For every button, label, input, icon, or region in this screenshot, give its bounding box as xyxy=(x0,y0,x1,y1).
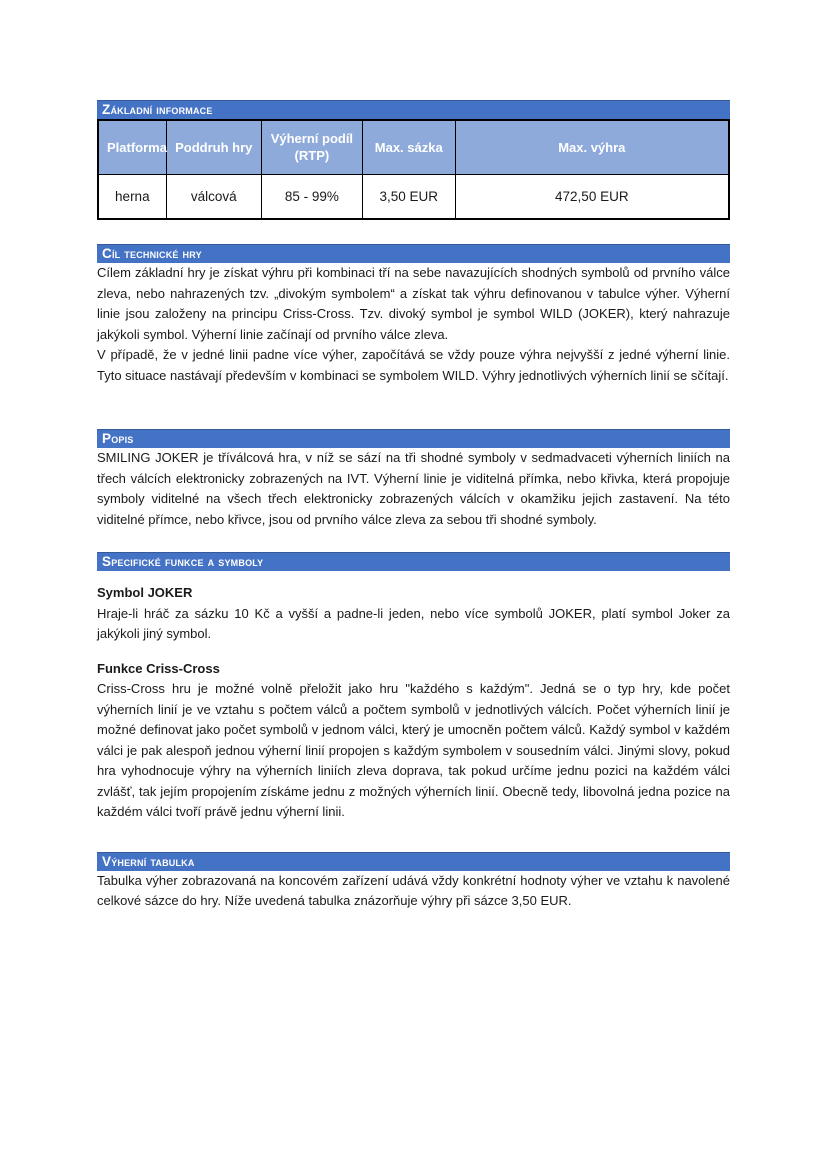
section-header-functions xyxy=(97,552,730,571)
subheading-symbol-joker: Symbol JOKER xyxy=(97,585,193,600)
section-header-description xyxy=(97,429,730,448)
goal-paragraph-1: Cílem základní hry je získat výhru při kombinaci tří na sebe navazujících shodných symbolů od prvního válce zleva, nebo nahrazených tzv. „divokým symbolem“ a získat tak výhru definovanou v tabulce výher. Výherní linie jsou založeny na principu Criss-Cross. Tzv. divoký symbol je symbol WILD (JOKER), který nahrazuje jakýkoli symbol. Výherní linie začínají od prvního válce zleva. xyxy=(97,265,730,342)
table-header-max-vyhra: Max. výhra xyxy=(455,120,729,174)
description-paragraph: SMILING JOKER je tříválcová hra, v níž se sází na tři shodné symboly v sedmadvaceti výherních liniích na třech válcích elektronicky zobrazených na IVT. Výherní linie je viditelná přímka, nebo křivka, která propojuje symboly viditelné na všech třech elektronicky zobrazených válcích v okamžiku jejich zastavení. Na této viditelné přímce, nebo křivce, jsou od prvního válce zleva za sebou tři shodné symboly. xyxy=(97,450,730,527)
table-cell-platforma: herna xyxy=(98,174,166,219)
table-cell-poddruh-hry: válcová xyxy=(166,174,261,219)
table-cell-vyherni-podil: 85 - 99% xyxy=(261,174,362,219)
section-title: Základní informace xyxy=(102,102,213,117)
table-header-platforma: Platforma xyxy=(98,120,166,174)
paytable-paragraph: Tabulka výher zobrazovaná na koncovém zařízení udává vždy konkrétní hodnoty výher ve vztahu k navolené celkové sázce do hry. Níže uvedená tabulka znázorňuje výhry při sázce 3,50 EUR. xyxy=(97,872,730,908)
section-header-paytable xyxy=(97,852,730,871)
section-header-goal xyxy=(97,244,730,263)
basic-info-table xyxy=(97,119,730,220)
section-title: Popis xyxy=(102,431,134,446)
table-cell-max-vyhra: 472,50 EUR xyxy=(455,174,729,219)
table-cell-max-sazka: 3,50 EUR xyxy=(362,174,455,219)
table-header-row xyxy=(98,120,729,174)
table-header-poddruh-hry: Poddruh hry xyxy=(166,120,261,174)
subheading-funkce-criss-cross: Funkce Criss-Cross xyxy=(97,660,220,676)
table-row xyxy=(98,174,729,219)
goal-paragraph-2: V případě, že v jedné linii padne více výher, započítává se vždy pouze výhra nejvyšší z jedné výherní linie. Tyto situace nastávají především v kombinaci se symbolem WILD. Výhry jednotlivých výherních linií se sčítají. xyxy=(97,347,730,383)
criss-cross-paragraph: Criss-Cross hru je možné volně přeložit jako hru "každého s každým". Jedná se o typ hry, kde počet výherních linií je ve vztahu s počtem válců a počtem symbolů v jednotlivých válcích. Počet výherních linií je možné definovat jako počet symbolů v jednom válci, který je umocněn počtem válců. Každý symbol v každém válci je pak alespoň jednou výherní linií propojen s každým symbolem v sousedním válci. Jinými slovy, pokud hra vyhodnocuje výhry na výherních liniích zleva doprava, tak pokud určíme jednu pozici na každém válci zvlášť, tak jejím propojením získáme jednu z možných výherních linií. Obecně tedy, libovolná jedna pozice na každém válci tvoří právě jednu výherní linii. xyxy=(97,681,730,819)
section-title: Výherní tabulka xyxy=(102,853,195,869)
table-header-max-sazka: Max. sázka xyxy=(362,120,455,174)
symbol-joker-paragraph: Hraje-li hráč za sázku 10 Kč a vyšší a padne-li jeden, nebo více symbolů JOKER, platí symbol Joker za jakýkoli jiný symbol. xyxy=(97,605,730,641)
section-header-basic-info xyxy=(97,100,730,119)
section-title: Cíl technické hry xyxy=(102,246,202,261)
section-title: Specifické funkce a symboly xyxy=(102,554,264,569)
table-header-vyherni-podil: Výherní podíl (RTP) xyxy=(261,120,362,174)
